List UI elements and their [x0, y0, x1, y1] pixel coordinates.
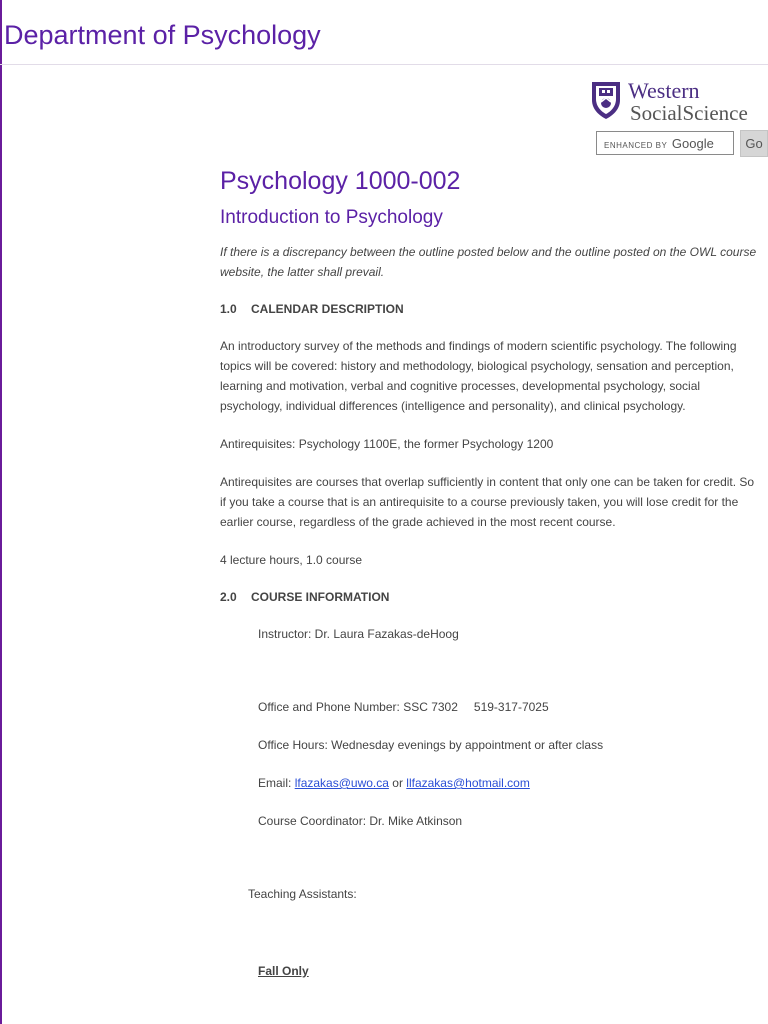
instructor: Instructor: Dr. Laura Fazakas-deHoog	[258, 627, 459, 641]
go-button[interactable]: Go	[740, 130, 768, 157]
google-logo-text: Google	[671, 136, 714, 151]
section-1-title: CALENDAR DESCRIPTION	[251, 302, 404, 316]
section-2-heading	[220, 588, 760, 606]
discrepancy-note: If there is a discrepancy between the outline posted below and the outline posted on the OWL course website, the latter shall prevail.	[220, 245, 757, 279]
fall-only-heading: Fall Only	[258, 964, 309, 978]
search-watermark-prefix: ENHANCED BY	[604, 141, 668, 150]
search-box	[596, 131, 734, 155]
antirequisites-explanation: Antirequisites are courses that overlap sufficiently in content that only one can be taken for credit. So if you take a course that is an antirequisite to a course previously taken, you will lose credit for the earlier course, regardless of the grade achieved in the most recent course.	[220, 475, 755, 529]
course-coordinator: Course Coordinator: Dr. Mike Atkinson	[258, 814, 463, 828]
lecture-hours: 4 lecture hours, 1.0 course	[220, 553, 363, 567]
email-or: or	[392, 776, 403, 790]
calendar-description: An introductory survey of the methods and findings of modern scientific psychology. The following topics will be covered: history and methodology, biological psychology, sensation and perception, learning and motivation, verbal and cognitive processes, developmental psychology, social psychology, individual differences (intelligence and personality), and clinical psychology.	[220, 339, 737, 413]
left-border	[0, 0, 2, 1024]
section-2-title: COURSE INFORMATION	[251, 590, 390, 604]
course-title: Psychology 1000-002	[220, 167, 461, 195]
office-phone	[258, 697, 760, 717]
logo-line-2: SocialScience	[630, 101, 748, 125]
section-1-heading	[220, 300, 760, 318]
office-label: Office and Phone Number: SSC 7302	[258, 700, 458, 714]
email-label: Email:	[258, 776, 292, 790]
email-link-uwo[interactable]: lfazakas@uwo.ca	[294, 776, 389, 790]
section-2-number: 2.0	[220, 590, 237, 604]
western-social-science-logo[interactable]	[590, 80, 768, 124]
department-title[interactable]: Department of Psychology	[4, 20, 321, 50]
email-line	[258, 773, 760, 793]
search-input[interactable]	[597, 132, 733, 154]
phone-number: 519-317-7025	[473, 700, 549, 714]
logo-line-1: Western	[628, 78, 700, 103]
antirequisites: Antirequisites: Psychology 1100E, the former Psychology 1200	[220, 437, 554, 451]
western-crest-icon	[590, 80, 622, 120]
office-hours: Office Hours: Wednesday evenings by appointment or after class	[258, 738, 604, 752]
main-content	[220, 164, 760, 981]
course-subtitle: Introduction to Psychology	[220, 207, 443, 228]
email-link-hotmail[interactable]: llfazakas@hotmail.com	[406, 776, 530, 790]
section-1-number: 1.0	[220, 302, 237, 316]
header-divider	[0, 64, 768, 65]
teaching-assistants: Teaching Assistants:	[248, 887, 357, 901]
